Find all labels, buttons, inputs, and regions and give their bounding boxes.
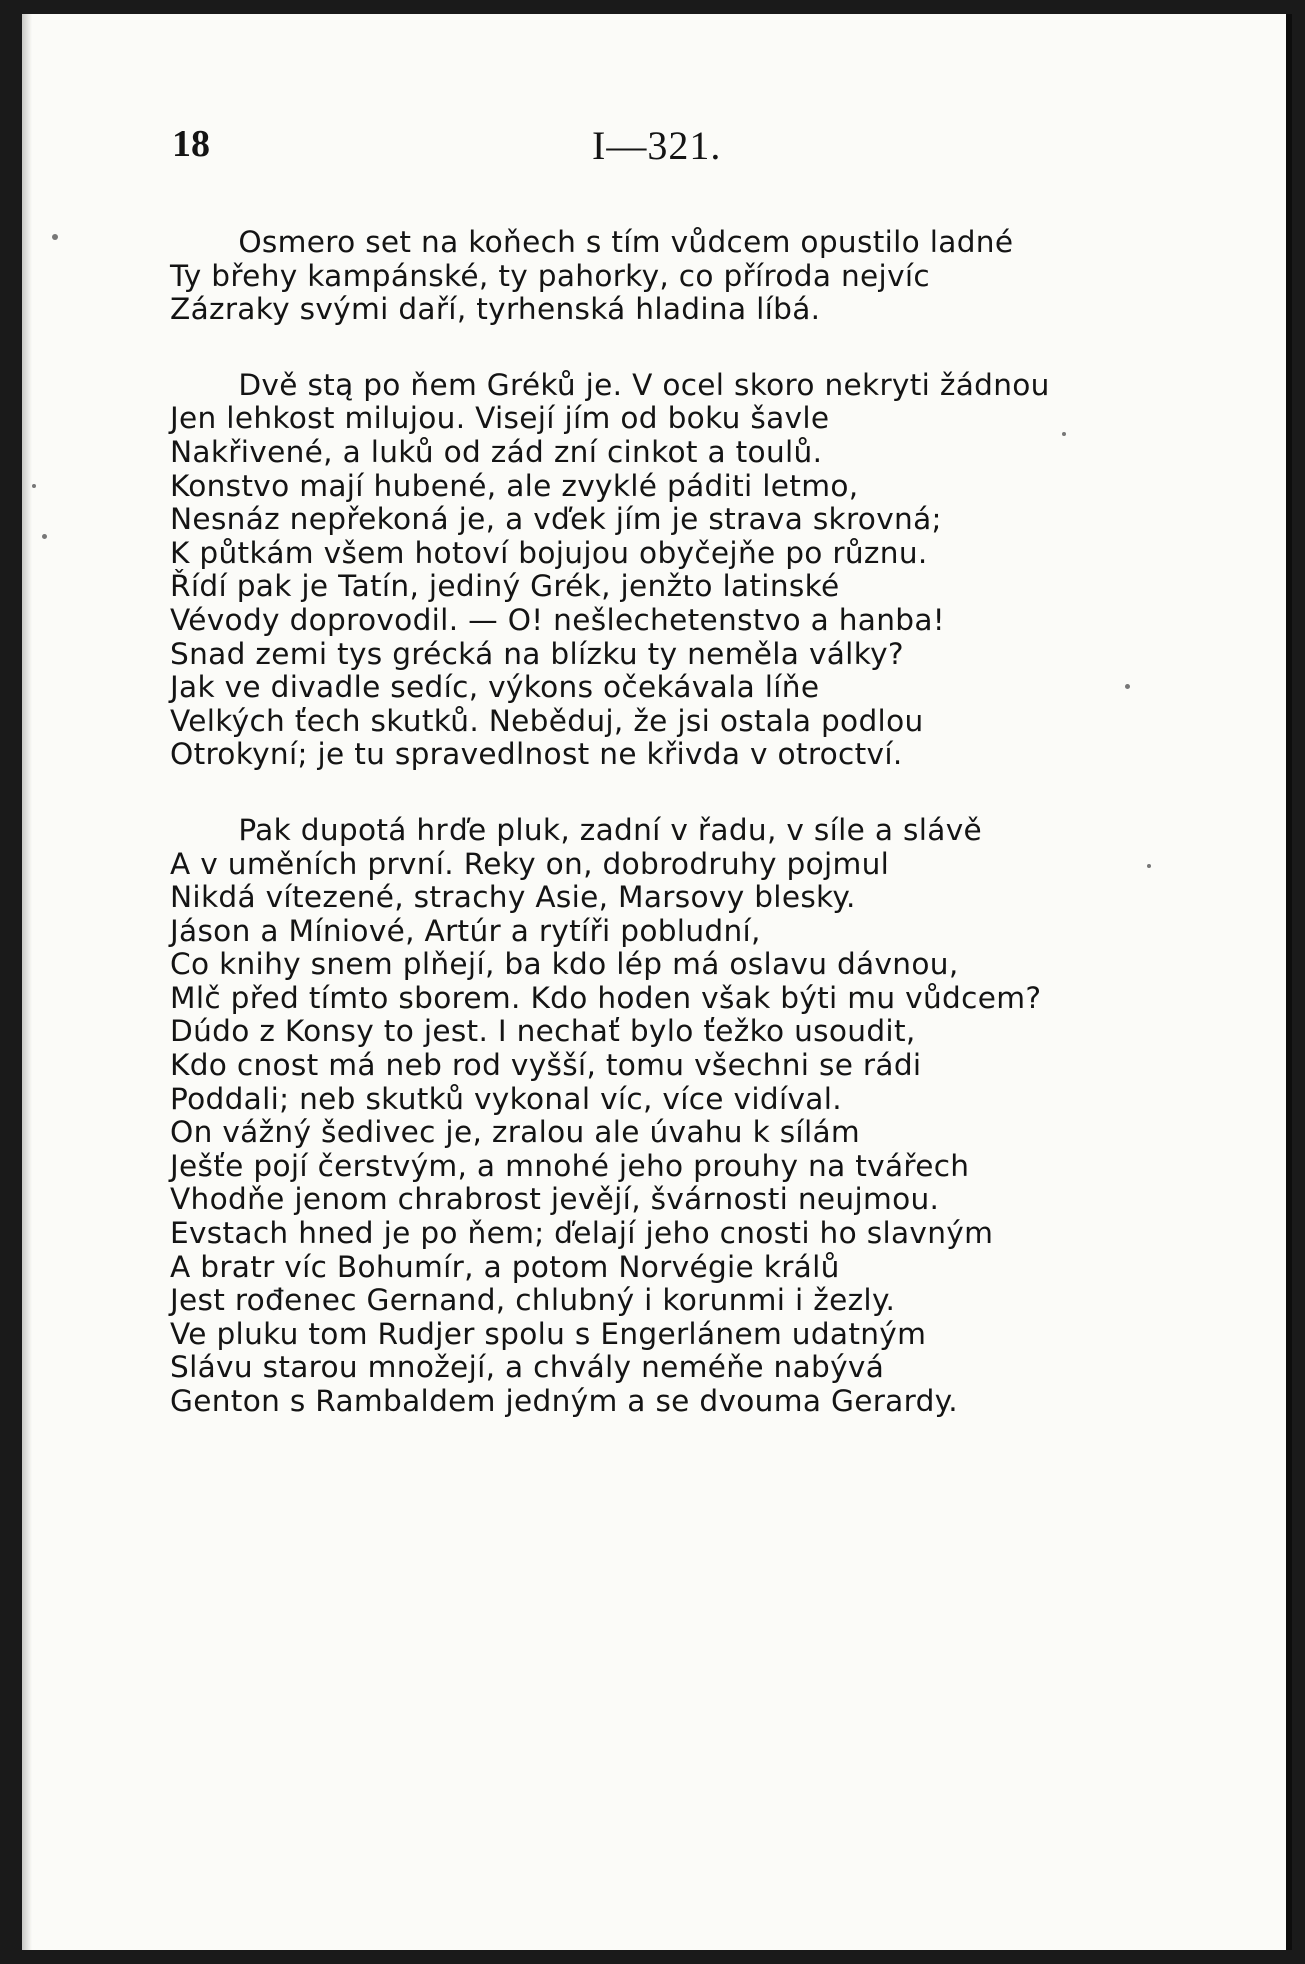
- paper-speck: [52, 234, 58, 240]
- verse-line: Snad zemi tys grécká na blízku ty neměla války?: [170, 636, 904, 671]
- verse-line: Vhodňe jenom chrabrost jevějí, švárnosti neujmou.: [170, 1182, 940, 1217]
- verse-line: On vážný šedivec je, zralou ale úvahu k sílám: [170, 1115, 861, 1150]
- verse-line: Konstvo mají hubené, ale zvyklé páditi letmo,: [170, 468, 859, 503]
- verse-line: Pak dupotá hrďe pluk, zadní v řadu, v síle a slávě: [238, 812, 983, 847]
- verse-line: Vévody doprovodil. — O! nešlechetenstvo a hanba!: [170, 602, 945, 637]
- book-page: [22, 14, 1292, 1950]
- verse-line: Jak ve divadle sedíc, výkons očekávala líňe: [170, 670, 820, 705]
- printer-signature: I—321.: [592, 123, 722, 168]
- paper-speck: [1147, 864, 1151, 868]
- poem-text: [170, 226, 1170, 1419]
- verse-line: Otrokyní; je tu spravedlnost ne křivda v otroctví.: [170, 737, 903, 772]
- verse-line: Dúdo z Konsy to jest. I nechať bylo ťežko usoudit,: [170, 1014, 916, 1049]
- verse-line: A bratr víc Bohumír, a potom Norvégie králů: [170, 1249, 840, 1284]
- verse-line: Genton s Rambaldem jedným a se dvouma Gerardy.: [170, 1384, 958, 1418]
- verse-line: Kdo cnost má neb rod vyšší, tomu všechni se rádi: [170, 1048, 922, 1083]
- verse-line: K půtkám všem hotoví bojujou obyčejňe po různu.: [170, 535, 928, 570]
- verse-line: Ty břehy kampánské, ty pahorky, co příroda nejvíc: [170, 258, 930, 293]
- page-header: [22, 122, 1286, 172]
- verse-line: Slávu starou množejí, a chvály neméňe nabývá: [170, 1350, 885, 1385]
- verse-line: Velkých ťech skutků. Neběduj, že jsi ostala podlou: [170, 703, 924, 738]
- page-number: 18: [172, 123, 210, 165]
- verse-line: Jest rođenec Gernand, chlubný i korunmi i žezly.: [170, 1283, 896, 1318]
- verse-line: Co knihy snem plňejí, ba kdo lép má oslavu dávnou,: [170, 947, 959, 982]
- verse-line: Dvě stą po ňem Gréků je. V ocel skoro nekryti žádnou: [238, 367, 1050, 402]
- stanza: [170, 369, 1170, 772]
- verse-line: Evstach hned je po ňem; ďelají jeho cnosti ho slavným: [170, 1216, 994, 1251]
- verse-line: Ješťe pojí čerstvým, a mnohé jeho prouhy na tvářech: [170, 1148, 970, 1183]
- verse-line: Nakřivené, a luků od zád zní cinkot a toulů.: [170, 434, 823, 469]
- paper-speck: [32, 484, 36, 488]
- scan-edge-shadow: [22, 14, 32, 1950]
- verse-line: Řídí pak je Tatín, jediný Grék, jenžto latinské: [170, 569, 840, 604]
- verse-line: Nesnáz nepřekoná je, a vďek jím je strava skrovná;: [170, 502, 942, 537]
- verse-line: Jen lehkost milujou. Visejí jím od boku šavle: [170, 401, 830, 436]
- paper-speck: [1062, 432, 1066, 436]
- verse-line: Nikdá vítezené, strachy Asie, Marsovy blesky.: [170, 880, 856, 915]
- verse-line: Jáson a Míniové, Artúr a rytíři pobludní,: [170, 913, 761, 948]
- stanza: [170, 814, 1170, 1419]
- verse-line: Ve pluku tom Rudjer spolu s Engerlánem udatným: [170, 1316, 927, 1351]
- verse-line: Poddali; neb skutků vykonal víc, více vidíval.: [170, 1081, 842, 1116]
- paper-speck: [42, 534, 47, 539]
- verse-line: Mlč před tímto sborem. Kdo hoden však býti mu vůdcem?: [170, 980, 1042, 1015]
- verse-line: Zázraky svými daří, tyrhenská hladina líbá.: [170, 292, 821, 327]
- verse-line: Osmero set na koňech s tím vůdcem opustilo ladné: [238, 225, 1014, 259]
- stanza: [170, 226, 1170, 327]
- verse-line: A v uměních první. Reky on, dobrodruhy pojmul: [170, 846, 890, 881]
- paper-speck: [1125, 684, 1130, 689]
